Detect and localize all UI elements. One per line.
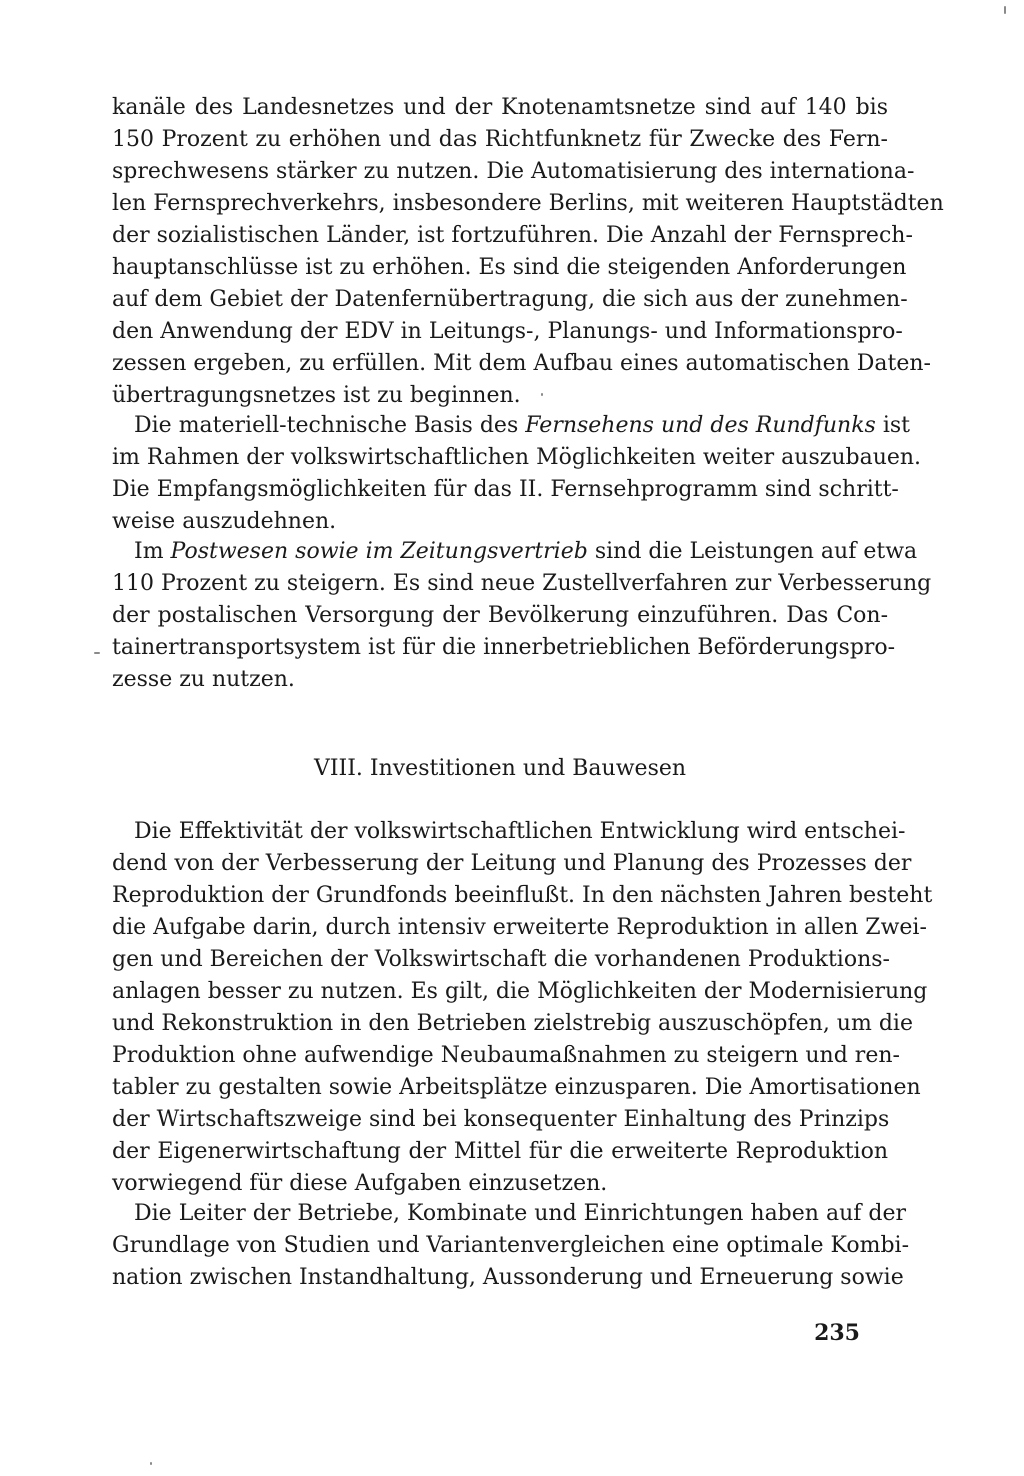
text-line: Grundlage von Studien und Variantenvergleichen eine optimale Kombi-: [112, 1233, 910, 1258]
scan-speck: [94, 652, 100, 654]
scan-speck: [1004, 6, 1006, 14]
section-heading: VIII. Investitionen und Bauwesen: [313, 756, 687, 781]
text-line: den Anwendung der EDV in Leitungs-, Planungs- und Informationspro-: [112, 319, 903, 344]
text-line: weise auszudehnen.: [112, 509, 337, 534]
scan-speck: [150, 1462, 152, 1465]
text-run: Die materiell-technische Basis des: [134, 413, 526, 438]
italic-phrase: Fernsehens und des Rundfunks: [525, 413, 876, 438]
text-line: übertragungsnetzes ist zu beginnen.: [112, 383, 521, 408]
scan-speck: [541, 393, 543, 396]
text-line: der Wirtschaftszweige sind bei konsequenter Einhaltung des Prinzips: [112, 1107, 890, 1132]
text-line: der postalischen Versorgung der Bevölkerung einzuführen. Das Con-: [112, 603, 888, 628]
text-line: anlagen besser zu nutzen. Es gilt, die Möglichkeiten der Modernisierung: [112, 979, 928, 1004]
text-line: nation zwischen Instandhaltung, Aussonderung und Erneuerung sowie: [112, 1265, 904, 1290]
text-line: kanäle des Landesnetzes und der Knotenamtsnetze sind auf 140 bis: [112, 95, 888, 120]
text-line: zessen ergeben, zu erfüllen. Mit dem Aufbau eines automatischen Daten-: [112, 351, 931, 376]
text-line: Die Effektivität der volkswirtschaftlichen Entwicklung wird entschei-: [134, 819, 906, 844]
text-line: 110 Prozent zu steigern. Es sind neue Zustellverfahren zur Verbesserung: [112, 571, 932, 596]
text-line: tainertransportsystem ist für die innerbetrieblichen Beförderungspro-: [112, 635, 896, 660]
text-line: [134, 410, 911, 442]
text-line: der sozialistischen Länder, ist fortzuführen. Die Anzahl der Fernsprech-: [112, 223, 913, 248]
text-line: 150 Prozent zu erhöhen und das Richtfunknetz für Zwecke des Fern-: [112, 127, 888, 152]
text-line: [134, 536, 918, 568]
page-number: 235: [814, 1320, 860, 1346]
text-run: sind die Leistungen auf etwa: [587, 539, 918, 564]
text-line: Die Empfangsmöglichkeiten für das II. Fernsehprogramm sind schritt-: [112, 477, 899, 502]
text-line: Produktion ohne aufwendige Neubaumaßnahmen zu steigern und ren-: [112, 1043, 900, 1068]
text-line: Reproduktion der Grundfonds beeinflußt. In den nächsten Jahren besteht: [112, 883, 933, 908]
text-line: sprechwesens stärker zu nutzen. Die Automatisierung des internationa-: [112, 159, 915, 184]
text-line: Die Leiter der Betriebe, Kombinate und Einrichtungen haben auf der: [134, 1201, 906, 1226]
text-line: gen und Bereichen der Volkswirtschaft die vorhandenen Produktions-: [112, 947, 890, 972]
text-line: im Rahmen der volkswirtschaftlichen Möglichkeiten weiter auszubauen.: [112, 445, 922, 470]
text-run: Im: [134, 539, 171, 564]
text-line: hauptanschlüsse ist zu erhöhen. Es sind die steigenden Anforderungen: [112, 255, 907, 280]
text-line: len Fernsprechverkehrs, insbesondere Berlins, mit weiteren Hauptstädten: [112, 191, 944, 216]
text-line: vorwiegend für diese Aufgaben einzusetzen.: [112, 1171, 608, 1196]
text-line: der Eigenerwirtschaftung der Mittel für die erweiterte Reproduktion: [112, 1139, 888, 1164]
text-run: ist: [875, 413, 911, 438]
text-line: tabler zu gestalten sowie Arbeitsplätze einzusparen. Die Amortisationen: [112, 1075, 921, 1100]
italic-phrase: Postwesen sowie im Zeitungsvertrieb: [170, 539, 588, 564]
text-line: auf dem Gebiet der Datenfernübertragung, die sich aus der zunehmen-: [112, 287, 908, 312]
text-line: die Aufgabe darin, durch intensiv erweiterte Reproduktion in allen Zwei-: [112, 915, 927, 940]
text-line: zesse zu nutzen.: [112, 667, 295, 692]
text-line: dend von der Verbesserung der Leitung und Planung des Prozesses der: [112, 851, 912, 876]
text-line: und Rekonstruktion in den Betrieben zielstrebig auszuschöpfen, um die: [112, 1011, 913, 1036]
